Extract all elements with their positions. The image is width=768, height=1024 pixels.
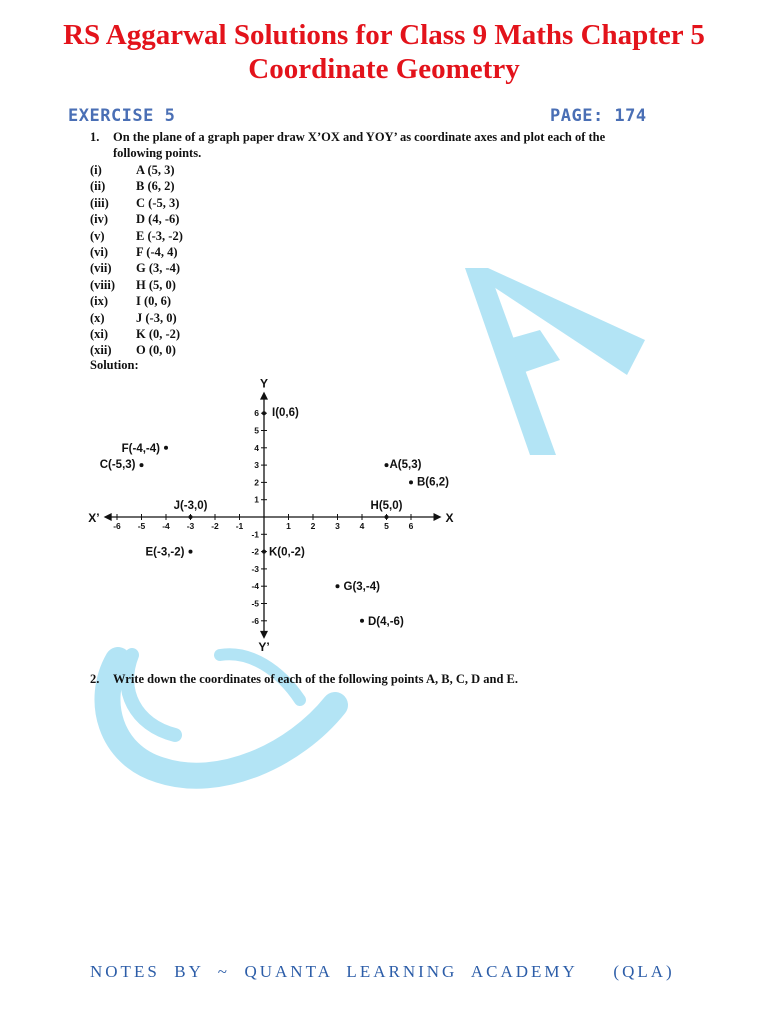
y-axis-neg-arrow [260, 631, 268, 639]
list-item-point: I (0, 6) [136, 294, 172, 309]
question-1-text-line1: On the plane of a graph paper draw X’OX and YOY’ as coordinate axes and plot each of the [113, 130, 606, 144]
data-point [360, 619, 364, 623]
data-point [262, 550, 266, 554]
data-point [409, 480, 413, 484]
list-item-numeral: (vii) [90, 261, 112, 276]
x-axis-neg-label: X’ [88, 511, 100, 525]
data-point-label: I(0,6) [272, 407, 299, 420]
data-point [189, 550, 193, 554]
y-tick-label: -6 [251, 615, 259, 626]
y-tick-label: -5 [251, 598, 259, 609]
y-tick-label: 5 [254, 425, 259, 436]
list-item-point: K (0, -2) [136, 327, 181, 342]
x-axis-label: X [445, 511, 454, 525]
y-tick-label: 3 [254, 460, 259, 471]
list-item-point: J (-3, 0) [136, 310, 177, 325]
x-tick-label: -5 [137, 521, 146, 531]
x-tick-label: -1 [235, 521, 244, 531]
data-point [385, 463, 389, 467]
y-axis-pos-arrow [260, 392, 268, 400]
data-point [262, 411, 266, 415]
list-item-point: C (-5, 3) [136, 195, 180, 210]
data-point [336, 584, 340, 588]
y-axis-neg-label: Y’ [258, 639, 270, 654]
y-tick-label: 1 [254, 494, 259, 505]
list-item-numeral: (iv) [90, 212, 109, 227]
list-item-point: O (0, 0) [136, 343, 176, 358]
y-tick-label: -4 [251, 581, 259, 592]
list-item-numeral: (ix) [90, 294, 109, 309]
data-point-label: A(5,3) [389, 459, 422, 472]
exercise-label: EXERCISE 5 [68, 106, 176, 126]
x-tick-label: 3 [335, 521, 340, 531]
data-point [140, 463, 144, 467]
x-tick-label: -6 [113, 521, 121, 531]
data-point-label: B(6,2) [417, 476, 449, 489]
question-2-text: Write down the coordinates of each of the following points A, B, C, D and E. [113, 672, 518, 686]
data-point-label: H(5,0) [370, 500, 403, 512]
list-item-numeral: (iii) [90, 195, 109, 210]
y-tick-label: -2 [251, 546, 259, 557]
x-tick-label: 2 [310, 521, 316, 531]
x-axis-pos-arrow [434, 513, 442, 521]
data-point-label: K(0,-2) [269, 546, 305, 559]
list-item-numeral: (v) [90, 228, 105, 243]
list-item-numeral: (ii) [90, 179, 106, 194]
x-tick-label: -3 [186, 521, 195, 531]
list-item-numeral: (xii) [90, 343, 112, 358]
list-item-point: B (6, 2) [136, 179, 175, 194]
list-item-point: F (-4, 4) [136, 245, 178, 260]
x-tick-label: -2 [211, 521, 219, 531]
x-tick-label: -4 [162, 521, 170, 531]
x-tick-label: 1 [286, 521, 291, 531]
data-point-label: F(-4,-4) [121, 442, 160, 455]
data-point-label: G(3,-4) [343, 581, 380, 594]
question-2 [90, 671, 690, 687]
y-axis-label: Y [259, 376, 269, 391]
question-1-text-line2: following points. [113, 146, 202, 161]
list-item-numeral: (i) [90, 163, 102, 177]
data-point [164, 446, 168, 450]
data-point [189, 515, 193, 519]
list-item-point: G (3, -4) [136, 261, 181, 276]
y-tick-label: -1 [251, 529, 259, 540]
question-1-number: 1. [90, 130, 100, 144]
data-point [385, 515, 389, 519]
list-item-numeral: (vi) [90, 245, 109, 260]
x-tick-label: 5 [384, 521, 389, 531]
data-point-label: D(4,-6) [368, 615, 404, 628]
data-point-label: E(-3,-2) [145, 546, 185, 559]
question-2-number: 2. [90, 672, 100, 686]
data-point-label: J(-3,0) [173, 500, 208, 512]
x-tick-label: 4 [359, 521, 365, 531]
list-item-numeral: (xi) [90, 327, 109, 342]
x-axis-neg-arrow [104, 513, 112, 521]
y-tick-label: 4 [254, 442, 259, 453]
x-tick-label: 6 [408, 521, 414, 531]
list-item-numeral: (viii) [90, 277, 115, 292]
title-line-1: RS Aggarwal Solutions for Class 9 Maths Chapter 5 [63, 19, 705, 51]
y-tick-label: -3 [251, 563, 259, 574]
list-item-point: H (5, 0) [136, 277, 176, 292]
title-line-2: Coordinate Geometry [248, 53, 520, 85]
y-tick-label: 6 [254, 408, 259, 419]
list-item-point: A (5, 3) [136, 163, 175, 177]
y-tick-label: 2 [254, 477, 259, 488]
list-item-numeral: (x) [90, 310, 105, 325]
list-item-point: D (4, -6) [136, 212, 180, 227]
page-label: PAGE: 174 [550, 106, 647, 126]
footer-credit: NOTES BY ~ QUANTA LEARNING ACADEMY (QLA) [90, 962, 675, 981]
list-item-point: E (-3, -2) [136, 228, 183, 243]
data-point-label: C(-5,3) [99, 459, 136, 472]
solution-label: Solution: [90, 358, 139, 372]
